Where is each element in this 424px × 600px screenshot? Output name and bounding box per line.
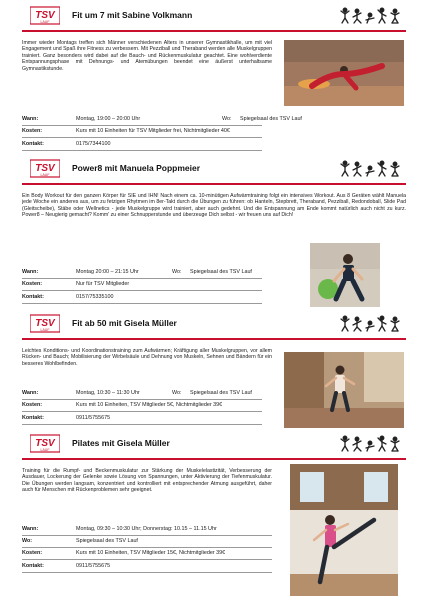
tsv-logo — [30, 6, 60, 26]
time-value: Montag, 09:30 – 10:30 Uhr; Donnerstag: 10.15 – 11.15 Uhr — [76, 526, 217, 532]
svg-text:LAUF: LAUF — [40, 448, 50, 452]
place-value: Spiegelsaal des TSV Lauf — [76, 538, 138, 544]
place-label: Wo: — [172, 390, 182, 396]
place-label: Wo: — [222, 116, 232, 122]
section-title: Fit ab 50 mit Gisela Müller — [72, 318, 177, 328]
row-kontakt: Kontakt: 0911/5755675 — [22, 415, 406, 427]
section-description: Ein Body Workout für den ganzen Körper für SIE und IHN! Nach einem ca. 10-minütigen Aufwärmtraining folgt ein intensives Workout. Aus 8 Geräten wählt Manuela jede Woche ein anderes aus, um zu fetzigen Rhytmen im 8er-Takt durch die Übungen zu führen: ob Hanteln, Stepbrett, Theraband, Pezziball, Redondoball, Slide Pad (Gleitscheibe), Stäbe oder Wellnetics - jede Muskelgruppe wird trainiert, aber auch gedehnt. Und die Entspannung am Ende kommt natürlich auch nicht zu kurz. Power8 – Neugierig gemacht? Komm' zu einer Schnupperstunde und überzeuge Dich selbst - wir freuen uns auf Dich! — [22, 193, 406, 219]
course-section-power8 — [22, 157, 406, 309]
sport-figures-icon — [340, 6, 404, 26]
section-description: Training für die Rumpf- und Beckenmuskulatur zur Stärkung der Muskelelastizität, Verbesserung der Ausdauer, Lockerung der Gelenke sowie Lösung von Spannungen, unter Aktivierung der Tiefenmuskulatur. Die Übungen werden langsam, konzentriert und kontrolliert mit entsprechender Atmung ausgeführt, daher auch für Menschen mit Rückenproblemen sehr geeignet. — [22, 468, 272, 494]
section-title: Fit um 7 mit Sabine Volkmann — [72, 10, 193, 20]
course-section-fit-ab-50 — [22, 312, 406, 430]
row-kontakt: Kontakt: 0911/5755675 — [22, 563, 406, 575]
row-kosten: Kosten: Nur für TSV Mitglieder — [22, 281, 406, 293]
contact-value: 0911/5755675 — [76, 563, 111, 569]
course-section-pilates — [22, 432, 406, 596]
place-label: Wo: — [172, 269, 182, 275]
section-header — [22, 157, 406, 181]
svg-text:TSV: TSV — [35, 10, 55, 21]
svg-text:LAUF: LAUF — [40, 328, 50, 332]
svg-text:TSV: TSV — [35, 318, 55, 329]
cost-value: Kurs mit 10 Einheiten, TSV Mitglieder 15€, Nichtmitglieder 39€ — [76, 550, 226, 556]
section-title: Power8 mit Manuela Poppmeier — [72, 163, 201, 173]
row-wann: Wann: Montag, 10:30 – 11:30 Uhr Wo: Spiegelsaal des TSV Lauf — [22, 390, 406, 402]
sport-figures-icon — [340, 159, 404, 179]
row-wann: Wann: Montag, 09:30 – 10:30 Uhr; Donnerstag: 10.15 – 11.15 Uhr — [22, 526, 406, 538]
svg-text:LAUF: LAUF — [40, 20, 50, 24]
section-header — [22, 312, 406, 336]
place-value: Spiegelsaal des TSV Lauf — [240, 116, 302, 122]
cost-value: Kurs mit 10 Einheiten, TSV Mitglieder 5€, Nichtmitglieder 39€ — [76, 402, 223, 408]
svg-text:LAUF: LAUF — [40, 173, 50, 177]
cost-value: Kurs mit 10 Einheiten für TSV Mitglieder frei, Nichtmitglieder 40€ — [76, 128, 230, 134]
row-kosten: Kosten: Kurs mit 10 Einheiten, TSV Mitglieder 15€, Nichtmitglieder 39€ — [22, 550, 406, 562]
place-value: Spiegelsaal des TSV Lauf — [190, 269, 252, 275]
sport-figures-icon — [340, 434, 404, 454]
course-photo — [284, 40, 404, 106]
section-divider — [22, 183, 406, 185]
time-value: Montag, 19:00 – 20:00 Uhr — [76, 116, 141, 122]
sport-figures-icon — [340, 314, 404, 334]
section-divider — [22, 30, 406, 32]
cost-value: Nur für TSV Mitglieder — [76, 281, 130, 287]
row-kosten: Kosten: Kurs mit 10 Einheiten, TSV Mitglieder 5€, Nichtmitglieder 39€ — [22, 402, 406, 414]
row-kontakt: Kontakt: 0175/7344100 — [22, 141, 406, 153]
section-header — [22, 432, 406, 456]
row-kontakt: Kontakt: 0157/75335100 — [22, 294, 406, 306]
time-value: Montag, 10:30 – 11:30 Uhr — [76, 390, 140, 396]
row-wann: Wann: Montag, 19:00 – 20:00 Uhr Wo: Spiegelsaal des TSV Lauf — [22, 116, 406, 128]
section-divider — [22, 458, 406, 460]
time-value: Montag 20:00 – 21:15 Uhr — [76, 269, 139, 275]
svg-text:TSV: TSV — [35, 163, 55, 174]
section-divider — [22, 338, 406, 340]
row-wo: Wo: Spiegelsaal des TSV Lauf — [22, 538, 406, 550]
section-description: Immer wieder Montags treffen sich Männer verschiedenen Alters in unserer Gymnastikhalle, um mit viel Engagement und Spaß ihre Fitness zu verbessern. Mit Pezziball und Theraband werden alle Muskelgruppen trainiert. Ganz besonders wird dabei auf die Bauch- und Rückenmuskulatur geachtet. Eine wohlverdiente Entspannungsphase mit Dehnungs- und Atemübungen beendet eine äußerst unterhaltsame Gymnastikstunde. — [22, 40, 272, 72]
row-wann: Wann: Montag 20:00 – 21:15 Uhr Wo: Spiegelsaal des TSV Lauf — [22, 269, 406, 281]
row-kosten: Kosten: Kurs mit 10 Einheiten für TSV Mitglieder frei, Nichtmitglieder 40€ — [22, 128, 406, 140]
contact-value: 0157/75335100 — [76, 294, 114, 300]
tsv-logo — [30, 434, 60, 454]
contact-value: 0175/7344100 — [76, 141, 111, 147]
section-header — [22, 4, 406, 28]
contact-value: 0911/5755675 — [76, 415, 111, 421]
course-section-fit-um-7 — [22, 4, 406, 154]
tsv-logo — [30, 159, 60, 179]
section-description: Leichtes Konditions- und Koordinationstraining zum Aufwärmen; Kräftigung aller Muskelgruppen, vor allem Rücken- und Bauch; Mobilisierung der Wirbelsäule und Dehnung von Muskeln, Sehnen und Bändern für ein besseres Wohlbefinden. — [22, 348, 272, 367]
svg-text:TSV: TSV — [35, 438, 55, 449]
section-title: Pilates mit Gisela Müller — [72, 438, 170, 448]
tsv-logo — [30, 314, 60, 334]
place-value: Spiegelsaal des TSV Lauf — [190, 390, 252, 396]
